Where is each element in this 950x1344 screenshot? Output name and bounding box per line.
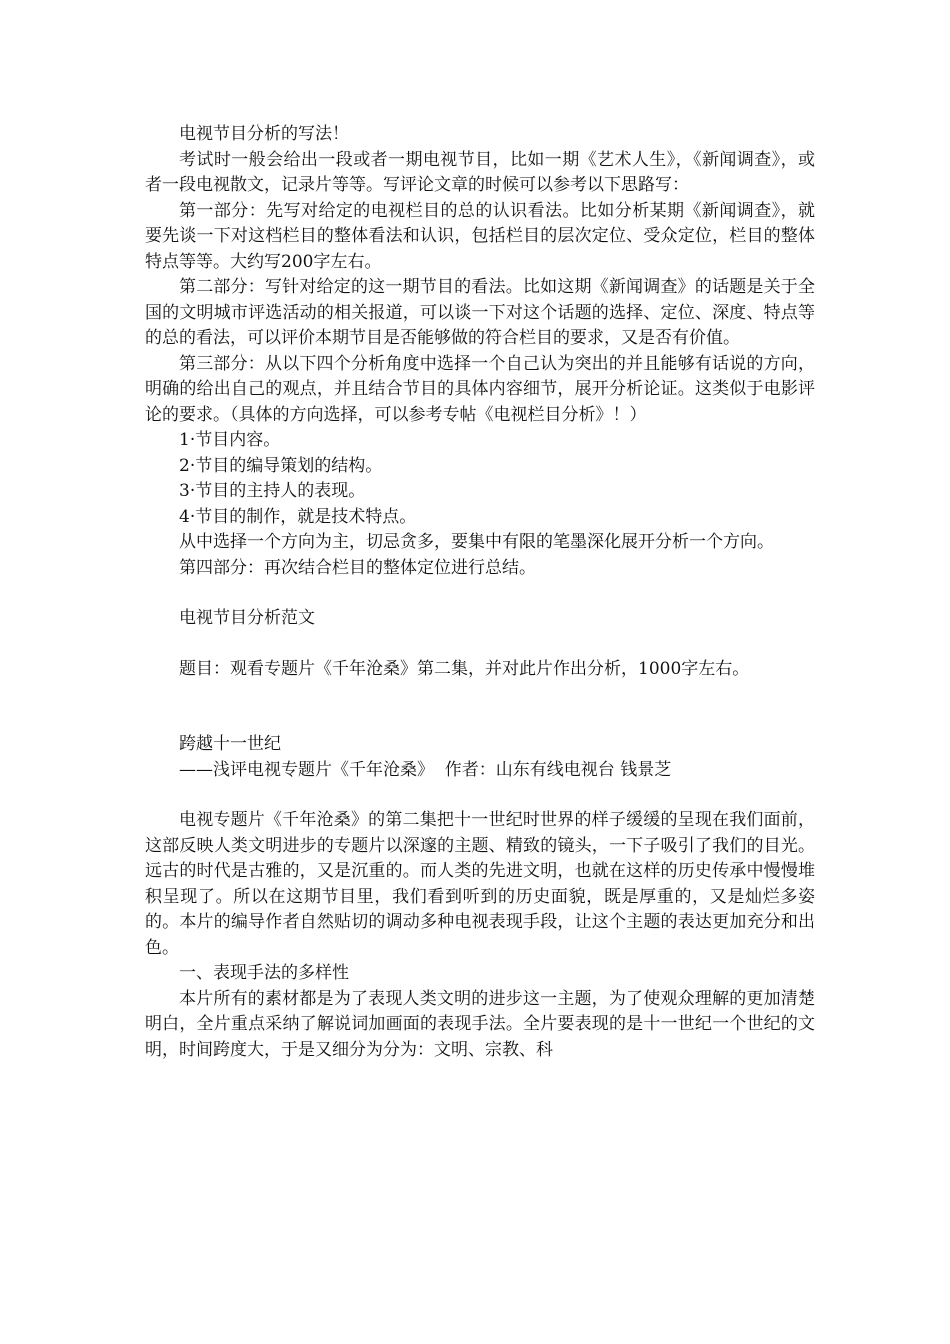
essay-paragraph-1: 电视专题片《千年沧桑》的第二集把十一世纪时世界的样子缓缓的呈现在我们面前，这部反映人类文明进步的专题片以深邃的主题、精致的镜头，一下子吸引了我们的目光。远古的时代是古雅的，又是沉重的。而人类的先进文明，也就在这样的历史传承中慢慢堆积呈现了。所以在这期节目里，我们看到听到的历史面貌，既是厚重的，又是灿烂多姿的。本片的编导作者自然贴切的调动多种电视表现手段，让这个主题的表达更加充分和出色。 (145, 810, 815, 958)
choose-paragraph: 从中选择一个方向为主，切忌贪多，要集中有限的笔墨深化展开分析一个方向。 (179, 532, 774, 552)
spacer (145, 682, 815, 732)
question-line: 题目：观看专题片《千年沧桑》第二集，并对此片作出分析，1000字左右。 (179, 658, 750, 679)
essay-title: 跨越十一世纪 (179, 734, 281, 754)
list-item: 4·节目的制作，就是技术特点。 (179, 506, 417, 527)
part3-paragraph: 第三部分：从以下四个分析角度中选择一个自己认为突出的并且能够有话说的方向，明确的给出自己的观点，并且结合节目的具体内容细节，展开分析论证。这类似于电影评论的要求。（具体的方向选择，可以参考专帖《电视栏目分析》！） (145, 353, 815, 425)
list-item: 2·节目的编导策划的结构。 (179, 455, 383, 476)
sample-heading: 电视节目分析范文 (179, 608, 315, 628)
part2-paragraph: 第二部分：写针对给定的这一期节目的看法。比如这期《新闻调查》的话题是关于全国的文明城市评选活动的相关报道，可以谈一下对这个话题的选择、定位、深度、特点等的总的看法，可以评价本期节目是否能够做的符合栏目的要求，又是否有价值。 (145, 277, 815, 348)
part4-paragraph: 第四部分：再次结合栏目的整体定位进行总结。 (179, 557, 536, 578)
list-item: 3·节目的主持人的表现。 (179, 481, 366, 501)
intro-paragraph: 考试时一般会给出一段或者一期电视节目，比如一期《艺术人生》，《新闻调查》，或者一段电视散文，记录片等等。写评论文章的时候可以参考以下思路写： (145, 149, 815, 195)
essay-subtitle: ——浅评电视专题片《千年沧桑》 作者：山东有线电视台 钱景芝 (179, 759, 672, 780)
spacer (145, 783, 815, 808)
section-heading-1: 一、表现手法的多样性 (179, 963, 349, 983)
part1-paragraph: 第一部分：先写对给定的电视栏目的总的认识看法。比如分析某期《新闻调查》，就要先谈一下对这档栏目的整体看法和认识，包括栏目的层次定位、受众定位，栏目的整体特点等等。大约写200字左右。 (145, 200, 815, 272)
list-item: 1·节目内容。 (179, 430, 281, 450)
spacer (145, 581, 815, 606)
doc-heading: 电视节目分析的写法！ (179, 124, 349, 144)
spacer (145, 632, 815, 657)
document-page (145, 122, 815, 1063)
essay-paragraph-2: 本片所有的素材都是为了表现人类文明的进步这一主题，为了使观众理解的更加清楚明白，全片重点采纳了解说词加画面的表现手法。全片要表现的是十一世纪一个世纪的文明，时间跨度大，于是又细分为分为：文明、宗教、科 (145, 988, 815, 1060)
